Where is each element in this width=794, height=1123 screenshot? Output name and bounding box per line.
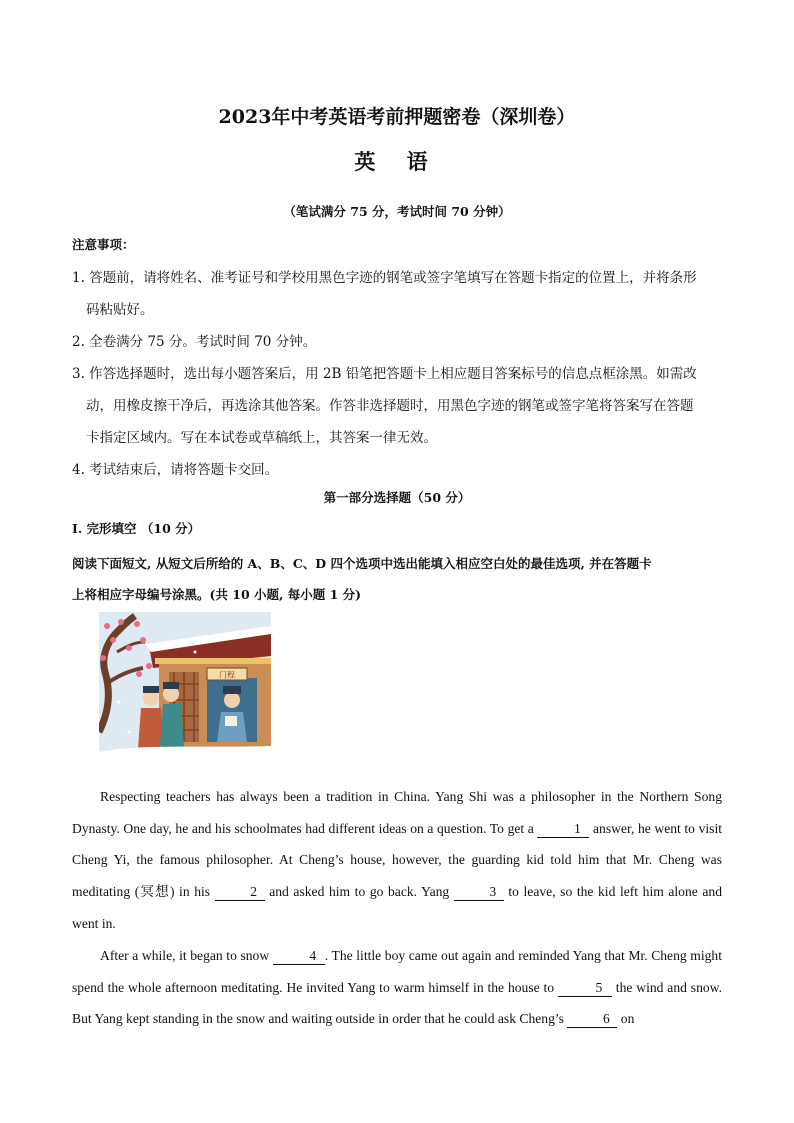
passage-p1-text-2: answer, he went to visit Cheng Yi, the famous philosopher. At Cheng’s house, however, the guarding kid told him that Mr. Cheng was meditating (冥想) in his bbox=[72, 820, 722, 900]
cloze-instructions-line1: 阅读下面短文, 从短文后所给的 A、B、C、D 四个选项中选出能填入相应空白处的最佳选项, 并在答题卡 bbox=[72, 556, 652, 571]
blank-1: 1 bbox=[537, 821, 589, 838]
notice-item-3-line3: 卡指定区域内。写在本试卷或草稿纸上，其答案一律无效。 bbox=[86, 430, 437, 446]
snow-scene-illustration bbox=[99, 612, 271, 772]
cloze-instructions-line2: 上将相应字母编号涂黑。(共 10 小题, 每小题 1 分) bbox=[72, 587, 362, 602]
notice-item-4 bbox=[72, 454, 722, 486]
section-heading-cloze: I. 完形填空 （10 分） bbox=[72, 521, 201, 536]
blank-6: 6 bbox=[567, 1011, 617, 1028]
passage-p1-text-1: Respecting teachers has always been a tradition in China. Yang Shi was a philosopher in the Northern Song Dynasty. One day, he and his schoolmates had different ideas on a question. To get a bbox=[72, 789, 722, 836]
notice-heading: 注意事项： bbox=[72, 237, 135, 252]
subject-title: 英 语 bbox=[354, 149, 440, 174]
blank-5: 5 bbox=[558, 980, 612, 997]
notice-item-3 bbox=[72, 358, 722, 454]
blank-3: 3 bbox=[454, 884, 504, 901]
passage-paragraph-2 bbox=[72, 940, 722, 1035]
notice-item-1-line2: 码粘贴好。 bbox=[86, 302, 154, 318]
notice-item-1 bbox=[72, 262, 722, 326]
blank-4: 4 bbox=[273, 948, 325, 965]
page-title: 2023年中考英语考前押题密卷（深圳卷） bbox=[218, 106, 576, 128]
sign-text: 门程 bbox=[219, 670, 235, 680]
blank-2: 2 bbox=[215, 884, 265, 901]
passage-paragraph-1 bbox=[72, 781, 722, 940]
cloze-instructions bbox=[72, 548, 722, 610]
notice-item-4-line1: 4. 考试结束后，请将答题卡交回。 bbox=[72, 462, 279, 478]
notice-item-2 bbox=[72, 326, 722, 358]
notice-item-3-line1: 3. 作答选择题时，选出每小题答案后，用 2B 铅笔把答题卡上相应题目答案标号的信息点框涂黑。如需改 bbox=[72, 366, 697, 382]
passage-p2-text-2: . The little boy came out again and reminded Yang that Mr. Cheng might spend the whole afternoon meditating. He invited Yang to warm himself in the house to bbox=[72, 948, 723, 995]
passage-p2-text-1: After a while, it began to snow bbox=[100, 948, 273, 963]
notice-item-2-line1: 2. 全卷满分 75 分。考试时间 70 分钟。 bbox=[72, 334, 317, 350]
notice-item-1-line1: 1. 答题前，请将姓名、准考证号和学校用黑色字迹的钢笔或签字笔填写在答题卡指定的位置上，并将条形 bbox=[72, 270, 697, 286]
passage-p1-text-3: and asked him to go back. Yang bbox=[264, 884, 454, 900]
passage-p2-text-3: the wind and snow. But Yang kept standing in the snow and waiting outside in order that he could ask Cheng’s bbox=[72, 979, 723, 1027]
exam-info: （笔试满分 75 分，考试时间 70 分钟） bbox=[283, 204, 511, 219]
part-one-heading: 第一部分选择题（50 分） bbox=[323, 490, 471, 505]
notice-item-3-line2: 动，用橡皮擦干净后，再选涂其他答案。作答非选择题时，用黑色字迹的钢笔或签字笔将答案写在答题 bbox=[86, 398, 694, 414]
passage-p1-text-4: to leave, so the kid left him alone and went in. bbox=[72, 884, 723, 931]
passage-p2-text-4: on bbox=[617, 1011, 635, 1027]
